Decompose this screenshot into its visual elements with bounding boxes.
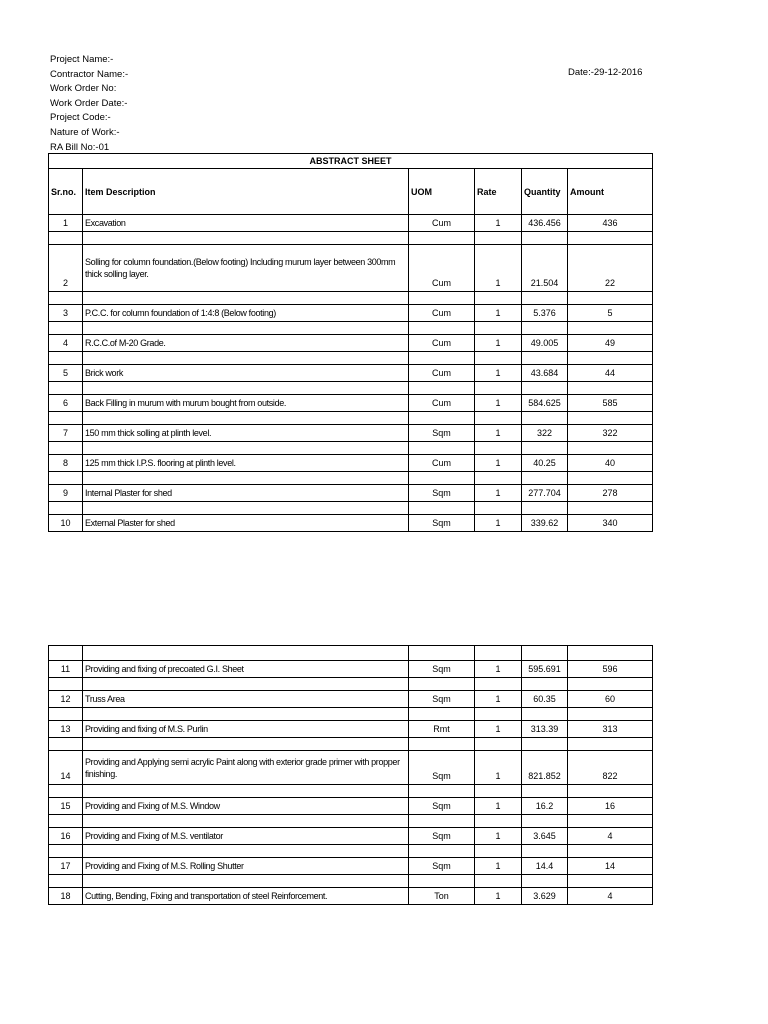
rate-cell: 1 bbox=[475, 721, 522, 738]
blank-cell bbox=[475, 785, 522, 798]
blank-cell bbox=[49, 472, 83, 485]
amount-cell: 278 bbox=[568, 485, 653, 502]
blank-cell bbox=[409, 412, 475, 425]
spacer-row bbox=[49, 412, 653, 425]
blank-cell bbox=[83, 322, 409, 335]
description-cell: Solling for column foundation.(Below footing) Including murum layer between 300mm thick solling layer. bbox=[83, 245, 409, 292]
blank-cell bbox=[409, 502, 475, 515]
blank-cell bbox=[568, 472, 653, 485]
work-order-date: Work Order Date:- bbox=[50, 97, 128, 109]
blank-cell bbox=[49, 412, 83, 425]
blank-cell bbox=[475, 472, 522, 485]
uom-cell: Sqm bbox=[409, 798, 475, 815]
spacer-row bbox=[49, 232, 653, 245]
blank-cell bbox=[568, 322, 653, 335]
blank-cell bbox=[568, 738, 653, 751]
blank-cell bbox=[522, 232, 568, 245]
project-name: Project Name:- bbox=[50, 54, 114, 65]
quantity-cell: 14.4 bbox=[522, 858, 568, 875]
blank-cell bbox=[475, 646, 522, 661]
uom-cell: Sqm bbox=[409, 661, 475, 678]
uom-cell: Cum bbox=[409, 305, 475, 322]
table-row bbox=[49, 305, 653, 322]
description-cell: Truss Area bbox=[83, 691, 409, 708]
table-row bbox=[49, 691, 653, 708]
quantity-cell: 43.684 bbox=[522, 365, 568, 382]
sr-cell: 18 bbox=[49, 888, 83, 905]
uom-cell: Cum bbox=[409, 335, 475, 352]
blank-cell bbox=[522, 322, 568, 335]
amount-cell: 4 bbox=[568, 828, 653, 845]
uom-cell: Cum bbox=[409, 245, 475, 292]
blank-cell bbox=[49, 292, 83, 305]
blank-cell bbox=[475, 875, 522, 888]
work-order-no: Work Order No: bbox=[50, 83, 117, 95]
table-row bbox=[49, 425, 653, 442]
blank-cell bbox=[409, 708, 475, 721]
uom-cell: Sqm bbox=[409, 425, 475, 442]
blank-cell bbox=[475, 352, 522, 365]
blank-cell bbox=[83, 442, 409, 455]
description-cell: Excavation bbox=[83, 215, 409, 232]
table-row bbox=[49, 395, 653, 412]
blank-cell bbox=[475, 502, 522, 515]
blank-cell bbox=[568, 502, 653, 515]
uom-cell: Sqm bbox=[409, 751, 475, 785]
blank-cell bbox=[522, 412, 568, 425]
description-cell: Providing and Applying semi acrylic Paint along with exterior grade primer with propper finishing. bbox=[83, 751, 409, 785]
header-block bbox=[50, 53, 128, 155]
description-cell: Providing and Fixing of M.S. Rolling Shutter bbox=[83, 858, 409, 875]
rate-cell: 1 bbox=[475, 515, 522, 532]
description-cell: Back Filling in murum with murum bought from outside. bbox=[83, 395, 409, 412]
amount-cell: 14 bbox=[568, 858, 653, 875]
blank-cell bbox=[522, 785, 568, 798]
blank-cell bbox=[409, 875, 475, 888]
col-header-uom: UOM bbox=[409, 169, 475, 215]
blank-cell bbox=[49, 815, 83, 828]
col-header-rate: Rate bbox=[475, 169, 522, 215]
amount-cell: 16 bbox=[568, 798, 653, 815]
blank-cell bbox=[568, 875, 653, 888]
blank-cell bbox=[522, 815, 568, 828]
quantity-cell: 322 bbox=[522, 425, 568, 442]
quantity-cell: 277.704 bbox=[522, 485, 568, 502]
table-row bbox=[49, 485, 653, 502]
blank-cell bbox=[475, 412, 522, 425]
rate-cell: 1 bbox=[475, 828, 522, 845]
uom-cell: Sqm bbox=[409, 515, 475, 532]
blank-cell bbox=[49, 708, 83, 721]
description-cell: 150 mm thick solling at plinth level. bbox=[83, 425, 409, 442]
contractor-name: Contractor Name:- bbox=[50, 68, 129, 80]
quantity-cell: 3.645 bbox=[522, 828, 568, 845]
blank-cell bbox=[49, 845, 83, 858]
spacer-row bbox=[49, 502, 653, 515]
blank-cell bbox=[568, 442, 653, 455]
document-date: Date:-29-12-2016 bbox=[568, 67, 643, 78]
description-cell: P.C.C. for column foundation of 1:4:8 (Below footing) bbox=[83, 305, 409, 322]
quantity-cell: 3.629 bbox=[522, 888, 568, 905]
sr-cell: 13 bbox=[49, 721, 83, 738]
spacer-row bbox=[49, 708, 653, 721]
sr-cell: 16 bbox=[49, 828, 83, 845]
blank-cell bbox=[475, 815, 522, 828]
blank-cell bbox=[409, 845, 475, 858]
blank-cell bbox=[83, 352, 409, 365]
blank-cell bbox=[568, 845, 653, 858]
blank-cell bbox=[83, 875, 409, 888]
sr-cell: 6 bbox=[49, 395, 83, 412]
blank-cell bbox=[522, 442, 568, 455]
blank-cell bbox=[522, 678, 568, 691]
sr-cell: 7 bbox=[49, 425, 83, 442]
blank-cell bbox=[475, 322, 522, 335]
description-cell: External Plaster for shed bbox=[83, 515, 409, 532]
nature-of-work: Nature of Work:- bbox=[50, 126, 120, 138]
amount-cell: 585 bbox=[568, 395, 653, 412]
description-cell: Brick work bbox=[83, 365, 409, 382]
uom-cell: Sqm bbox=[409, 691, 475, 708]
blank-cell bbox=[568, 815, 653, 828]
rate-cell: 1 bbox=[475, 858, 522, 875]
ra-bill-no: RA Bill No:-01 bbox=[50, 141, 110, 153]
quantity-cell: 60.35 bbox=[522, 691, 568, 708]
quantity-cell: 40.25 bbox=[522, 455, 568, 472]
blank-cell bbox=[475, 845, 522, 858]
project-code: Project Code:- bbox=[50, 112, 111, 124]
blank-cell bbox=[83, 738, 409, 751]
blank-cell bbox=[409, 232, 475, 245]
quantity-cell: 49.005 bbox=[522, 335, 568, 352]
table-row bbox=[49, 455, 653, 472]
blank-cell bbox=[568, 678, 653, 691]
rate-cell: 1 bbox=[475, 365, 522, 382]
spacer-row bbox=[49, 875, 653, 888]
amount-cell: 822 bbox=[568, 751, 653, 785]
blank-cell bbox=[568, 352, 653, 365]
uom-cell: Cum bbox=[409, 455, 475, 472]
blank-cell bbox=[475, 738, 522, 751]
blank-cell bbox=[475, 382, 522, 395]
col-header-srno: Sr.no. bbox=[49, 169, 83, 215]
blank-cell bbox=[49, 442, 83, 455]
rate-cell: 1 bbox=[475, 425, 522, 442]
blank-cell bbox=[409, 646, 475, 661]
blank-cell bbox=[522, 708, 568, 721]
blank-cell bbox=[83, 785, 409, 798]
table-row bbox=[49, 828, 653, 845]
rate-cell: 1 bbox=[475, 485, 522, 502]
rate-cell: 1 bbox=[475, 305, 522, 322]
sr-cell: 14 bbox=[49, 751, 83, 785]
blank-cell bbox=[568, 292, 653, 305]
table-row bbox=[49, 721, 653, 738]
spacer-row bbox=[49, 472, 653, 485]
blank-cell bbox=[49, 678, 83, 691]
blank-cell bbox=[568, 412, 653, 425]
uom-cell: Ton bbox=[409, 888, 475, 905]
amount-cell: 596 bbox=[568, 661, 653, 678]
blank-cell bbox=[83, 646, 409, 661]
description-cell: Internal Plaster for shed bbox=[83, 485, 409, 502]
blank-cell bbox=[49, 232, 83, 245]
table-row bbox=[49, 751, 653, 785]
sr-cell: 2 bbox=[49, 245, 83, 292]
table-row bbox=[49, 888, 653, 905]
blank-cell bbox=[522, 646, 568, 661]
blank-cell bbox=[83, 232, 409, 245]
blank-cell bbox=[83, 815, 409, 828]
blank-cell bbox=[475, 292, 522, 305]
rate-cell: 1 bbox=[475, 888, 522, 905]
spacer-row bbox=[49, 322, 653, 335]
blank-cell bbox=[568, 382, 653, 395]
blank-cell bbox=[83, 382, 409, 395]
sr-cell: 10 bbox=[49, 515, 83, 532]
amount-cell: 313 bbox=[568, 721, 653, 738]
table-row bbox=[49, 858, 653, 875]
sr-cell: 8 bbox=[49, 455, 83, 472]
description-cell: Providing and Fixing of M.S. ventilator bbox=[83, 828, 409, 845]
uom-cell: Sqm bbox=[409, 828, 475, 845]
blank-cell bbox=[49, 785, 83, 798]
quantity-cell: 313.39 bbox=[522, 721, 568, 738]
blank-cell bbox=[83, 678, 409, 691]
blank-cell bbox=[409, 738, 475, 751]
blank-cell bbox=[49, 646, 83, 661]
blank-cell bbox=[522, 502, 568, 515]
amount-cell: 44 bbox=[568, 365, 653, 382]
blank-cell bbox=[568, 785, 653, 798]
rate-cell: 1 bbox=[475, 691, 522, 708]
blank-cell bbox=[568, 232, 653, 245]
spacer-row bbox=[49, 382, 653, 395]
blank-cell bbox=[522, 738, 568, 751]
blank-cell bbox=[83, 845, 409, 858]
col-header-amount: Amount bbox=[568, 169, 653, 215]
blank-cell bbox=[568, 646, 653, 661]
rate-cell: 1 bbox=[475, 798, 522, 815]
col-header-description: Item Description bbox=[83, 169, 409, 215]
blank-cell bbox=[49, 738, 83, 751]
blank-cell bbox=[49, 322, 83, 335]
quantity-cell: 595.691 bbox=[522, 661, 568, 678]
rate-cell: 1 bbox=[475, 215, 522, 232]
abstract-table-page2 bbox=[48, 645, 653, 905]
sr-cell: 1 bbox=[49, 215, 83, 232]
blank-cell bbox=[475, 678, 522, 691]
sheet-title: ABSTRACT SHEET bbox=[49, 154, 653, 169]
blank-cell bbox=[49, 382, 83, 395]
blank-cell bbox=[409, 785, 475, 798]
blank-cell bbox=[409, 678, 475, 691]
blank-cell bbox=[409, 352, 475, 365]
rate-cell: 1 bbox=[475, 245, 522, 292]
description-cell: R.C.C.of M-20 Grade. bbox=[83, 335, 409, 352]
blank-cell bbox=[409, 815, 475, 828]
description-cell: Providing and fixing of precoated G.I. Sheet bbox=[83, 661, 409, 678]
sr-cell: 11 bbox=[49, 661, 83, 678]
blank-cell bbox=[409, 322, 475, 335]
description-cell: Cutting, Bending, Fixing and transportation of steel Reinforcement. bbox=[83, 888, 409, 905]
blank-cell bbox=[83, 472, 409, 485]
blank-cell bbox=[475, 232, 522, 245]
amount-cell: 5 bbox=[568, 305, 653, 322]
quantity-cell: 436.456 bbox=[522, 215, 568, 232]
sr-cell: 17 bbox=[49, 858, 83, 875]
blank-cell bbox=[522, 352, 568, 365]
uom-cell: Sqm bbox=[409, 485, 475, 502]
uom-cell: Cum bbox=[409, 395, 475, 412]
rate-cell: 1 bbox=[475, 751, 522, 785]
amount-cell: 340 bbox=[568, 515, 653, 532]
amount-cell: 60 bbox=[568, 691, 653, 708]
quantity-cell: 339.62 bbox=[522, 515, 568, 532]
sr-cell: 4 bbox=[49, 335, 83, 352]
blank-cell bbox=[83, 292, 409, 305]
blank-cell bbox=[83, 412, 409, 425]
description-cell: 125 mm thick I.P.S. flooring at plinth level. bbox=[83, 455, 409, 472]
blank-cell bbox=[409, 442, 475, 455]
spacer-row bbox=[49, 678, 653, 691]
blank-cell bbox=[49, 875, 83, 888]
blank-cell bbox=[522, 845, 568, 858]
abstract-table-page1 bbox=[48, 153, 653, 532]
col-header-quantity: Quantity bbox=[522, 169, 568, 215]
amount-cell: 4 bbox=[568, 888, 653, 905]
quantity-cell: 5.376 bbox=[522, 305, 568, 322]
blank-cell bbox=[522, 875, 568, 888]
quantity-cell: 584.625 bbox=[522, 395, 568, 412]
amount-cell: 322 bbox=[568, 425, 653, 442]
spacer-row bbox=[49, 845, 653, 858]
uom-cell: Cum bbox=[409, 365, 475, 382]
amount-cell: 40 bbox=[568, 455, 653, 472]
rate-cell: 1 bbox=[475, 661, 522, 678]
blank-cell bbox=[522, 292, 568, 305]
blank-cell bbox=[522, 382, 568, 395]
sr-cell: 5 bbox=[49, 365, 83, 382]
table-row bbox=[49, 335, 653, 352]
quantity-cell: 21.504 bbox=[522, 245, 568, 292]
amount-cell: 49 bbox=[568, 335, 653, 352]
table-row bbox=[49, 245, 653, 292]
quantity-cell: 16.2 bbox=[522, 798, 568, 815]
spacer-row bbox=[49, 785, 653, 798]
blank-cell bbox=[475, 708, 522, 721]
table-row bbox=[49, 215, 653, 232]
blank-cell bbox=[409, 382, 475, 395]
uom-cell: Cum bbox=[409, 215, 475, 232]
spacer-row bbox=[49, 442, 653, 455]
table-row bbox=[49, 515, 653, 532]
sr-cell: 15 bbox=[49, 798, 83, 815]
sr-cell: 12 bbox=[49, 691, 83, 708]
spacer-row bbox=[49, 352, 653, 365]
table-row bbox=[49, 798, 653, 815]
quantity-cell: 821.852 bbox=[522, 751, 568, 785]
spacer-row bbox=[49, 292, 653, 305]
table-row bbox=[49, 661, 653, 678]
rate-cell: 1 bbox=[475, 335, 522, 352]
uom-cell: Rmt bbox=[409, 721, 475, 738]
blank-cell bbox=[475, 442, 522, 455]
description-cell: Providing and Fixing of M.S. Window bbox=[83, 798, 409, 815]
blank-cell bbox=[409, 292, 475, 305]
blank-cell bbox=[522, 472, 568, 485]
blank-cell bbox=[568, 708, 653, 721]
blank-cell bbox=[409, 472, 475, 485]
spacer-row bbox=[49, 738, 653, 751]
blank-cell bbox=[83, 502, 409, 515]
uom-cell: Sqm bbox=[409, 858, 475, 875]
blank-cell bbox=[49, 502, 83, 515]
amount-cell: 436 bbox=[568, 215, 653, 232]
rate-cell: 1 bbox=[475, 455, 522, 472]
table-row bbox=[49, 365, 653, 382]
blank-cell bbox=[49, 352, 83, 365]
rate-cell: 1 bbox=[475, 395, 522, 412]
blank-cell bbox=[83, 708, 409, 721]
description-cell: Providing and fixing of M.S. Purlin bbox=[83, 721, 409, 738]
spacer-row bbox=[49, 815, 653, 828]
sr-cell: 3 bbox=[49, 305, 83, 322]
amount-cell: 22 bbox=[568, 245, 653, 292]
sr-cell: 9 bbox=[49, 485, 83, 502]
